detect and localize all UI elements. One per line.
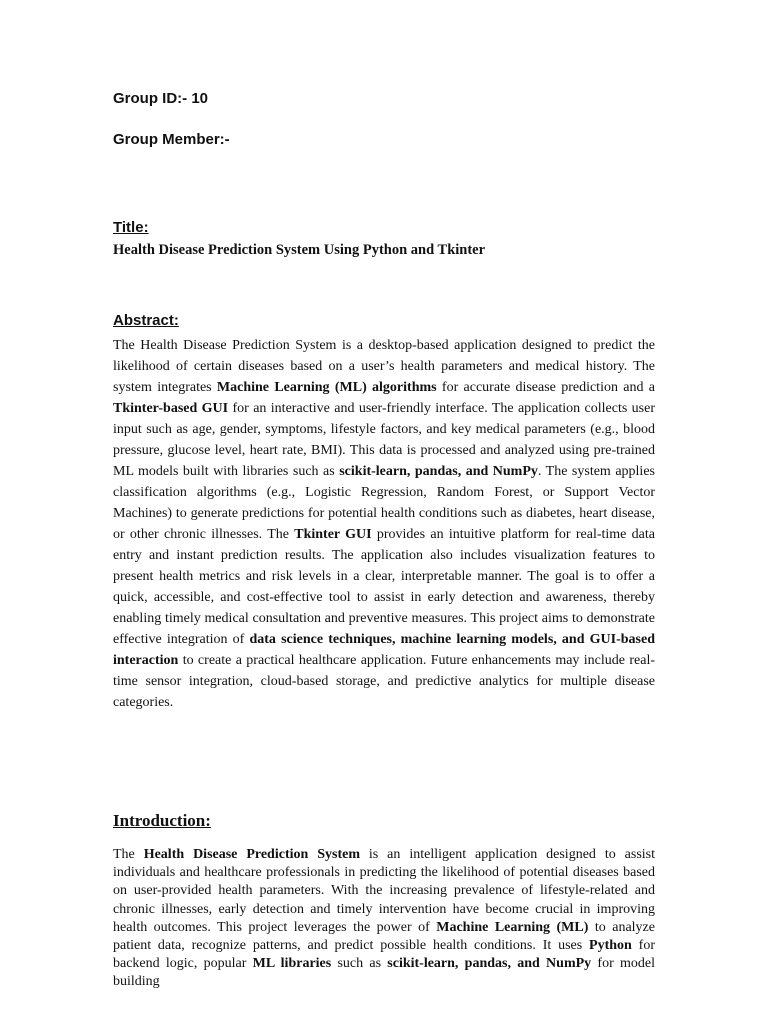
abstract-bold-segment: Tkinter GUI	[294, 527, 372, 542]
intro-text-segment: for model building	[113, 956, 655, 990]
intro-text-segment: such as	[331, 956, 388, 972]
abstract-text-segment: for accurate disease prediction and a	[436, 380, 656, 395]
abstract-text-segment: . The system applies classification algorithms (e.g., Logistic Regression, Random Forest, or Support Vector Machines) to generate predictions for potential health conditions such as diabetes, heart disease, or other chronic illnesses. The	[113, 464, 655, 542]
intro-text-segment: is an intelligent application designed to assist individuals and healthcare professionals in predicting the likelihood of potential diseases based on user-provided health parameters. With the increasing prevalence of lifestyle-related and chronic illnesses, early detection and timely intervention have become crucial in improving health outcomes. This project leverages the power of	[113, 847, 655, 935]
abstract-text-segment: provides an intuitive platform for real-time data entry and instant prediction results. The application also includes visualization features to present health metrics and risk levels in a clear, interpretable manner. The goal is to offer a quick, accessible, and cost-effective tool to assist in early detection and awareness, thereby enabling timely medical consultation and preventive measures. This project aims to demonstrate effective integration of	[113, 527, 655, 647]
group-member-label: Group Member:-	[113, 131, 230, 148]
intro-text-segment: to analyze patient data, recognize patterns, and predict possible health conditions. It uses	[113, 919, 655, 954]
introduction-heading: Introduction:	[113, 811, 211, 830]
abstract-text-segment: to create a practical healthcare application. Future enhancements may include real-time sensor integration, cloud-based storage, and predictive analytics for multiple disease categories.	[113, 653, 655, 710]
abstract-paragraph	[113, 335, 655, 713]
abstract-heading: Abstract:	[113, 312, 179, 329]
abstract-text-segment: The Health Disease Prediction System is a desktop-based application designed to predict the likelihood of certain diseases based on a user’s health parameters and medical history. The system integrates	[113, 338, 655, 395]
intro-bold-segment: ML libraries	[252, 956, 332, 972]
intro-bold-segment: Machine Learning (ML)	[436, 919, 589, 935]
abstract-bold-segment: data science techniques, machine learning models, and GUI-based interaction	[113, 632, 655, 668]
intro-text-segment: The	[113, 847, 144, 862]
group-id-label: Group ID:- 10	[113, 90, 209, 107]
intro-bold-segment: scikit-learn, pandas, and NumPy	[387, 956, 592, 972]
introduction-paragraph	[113, 846, 655, 992]
abstract-bold-segment: Tkinter-based GUI	[113, 401, 229, 416]
project-title: Health Disease Prediction System Using Python and Tkinter	[113, 242, 486, 258]
abstract-bold-segment: Machine Learning (ML) algorithms	[216, 380, 437, 395]
intro-text-segment: for backend logic, popular	[113, 938, 656, 972]
intro-bold-segment: Python	[589, 938, 632, 954]
intro-bold-segment: Health Disease Prediction System	[143, 847, 360, 862]
abstract-text-segment: for an interactive and user-friendly interface. The application collects user input such as age, gender, symptoms, lifestyle factors, and key medical parameters (e.g., blood pressure, glucose level, heart rate, BMI). This data is processed and analyzed using pre-trained ML models built with libraries such as	[113, 401, 656, 479]
title-heading: Title:	[113, 219, 149, 236]
abstract-bold-segment: scikit-learn, pandas, and NumPy	[339, 464, 538, 479]
